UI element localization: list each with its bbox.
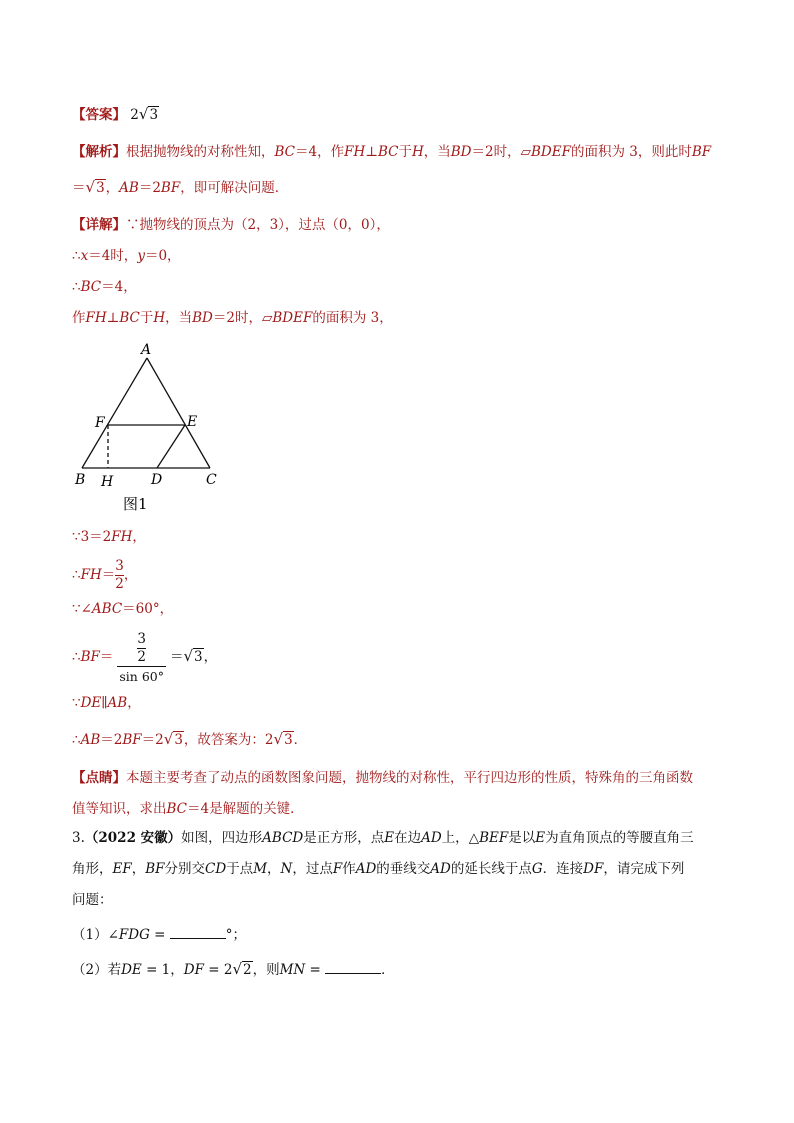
label-h: H — [101, 474, 114, 490]
step-5: ∵DE∥AB， — [72, 695, 141, 711]
analysis-line-2: ＝√3，AB＝2BF，即可解决问题． — [72, 178, 289, 196]
detail-line-1: 【详解】∵抛物线的顶点为（2，3），过点（0，0）， — [72, 217, 390, 233]
detail-line-2: ∴x＝4时，y＝0， — [72, 248, 181, 264]
answer-sqrt: √3 — [138, 105, 159, 123]
detail-tag: 【详解】 — [72, 217, 126, 233]
problem3-q1: （1）∠FDG = °； — [72, 927, 247, 943]
step-4: ∴BF＝ $\frac{\frac{3}{2}}{\sin 60^\circ}$ ＝√3， — [72, 628, 217, 685]
label-f: F — [95, 415, 105, 431]
problem3-line-1: 3.（2022 安徽）如图，四边形ABCD是正方形，点E在边AD上，△BEF是以E为直角顶点的等腰直角三 — [72, 830, 694, 846]
problem3-line-2: 角形，EF，BF分别交CD于点M，N，过点F作AD的垂线交AD的延长线于点G．连接DF，请完成下列 — [72, 861, 685, 877]
label-b: B — [75, 472, 86, 488]
fraction-3-2: $\frac{3}{2}$ — [115, 558, 124, 592]
detail-line-3: ∴BC＝4， — [72, 279, 137, 295]
label-a: A — [141, 342, 152, 358]
step-1: ∵3＝2FH， — [72, 529, 146, 545]
side-ac — [147, 358, 210, 468]
step-2: ∴FH＝ $\frac{3}{2}$ ， — [72, 558, 138, 592]
comment-line-2: 值等知识，求出BC＝4是解题的关键． — [72, 801, 304, 817]
figure-caption: 图1 — [123, 495, 148, 513]
step-6: ∴AB＝2BF＝2√3，故答案为：2√3． — [72, 730, 308, 748]
answer-blank-2[interactable] — [325, 960, 381, 974]
analysis-line-1: 【解析】根据抛物线的对称性知，BC＝4，作FH⊥BC于H，当BD＝2时，▱BDEF的面积为 3，则此时BF — [72, 144, 712, 160]
detail-line-4: 作FH⊥BC于H，当BD＝2时，▱BDEF的面积为 3， — [72, 310, 393, 326]
label-d: D — [151, 472, 163, 488]
answer-line — [72, 105, 159, 124]
answer-tag: 【答案】 — [72, 107, 126, 123]
label-e: E — [187, 414, 198, 430]
answer-coef: 2 — [130, 107, 139, 123]
segment-de — [157, 425, 185, 468]
answer-blank-1[interactable] — [170, 925, 226, 939]
step-4-sqrt: √3 — [183, 647, 203, 665]
side-ab — [82, 358, 147, 468]
comment-tag: 【点睛】 — [72, 770, 126, 786]
analysis-tag: 【解析】 — [72, 144, 126, 160]
analysis-sqrt: √3 — [85, 178, 105, 196]
fraction-bf: $\frac{\frac{3}{2}}{\sin 60^\circ}$ — [119, 630, 164, 684]
label-c: C — [206, 472, 217, 488]
figure-1 — [70, 340, 230, 515]
comment-line-1: 【点睛】本题主要考查了动点的函数图象问题，抛物线的对称性，平行四边形的性质，特殊角的三角函数 — [72, 770, 693, 786]
problem3-q2: （2）若DE = 1，DF = 2√2，则MN = ． — [72, 960, 395, 978]
step-3: ∵∠ABC＝60°， — [72, 601, 174, 617]
problem3-line-3: 问题： — [72, 892, 113, 908]
